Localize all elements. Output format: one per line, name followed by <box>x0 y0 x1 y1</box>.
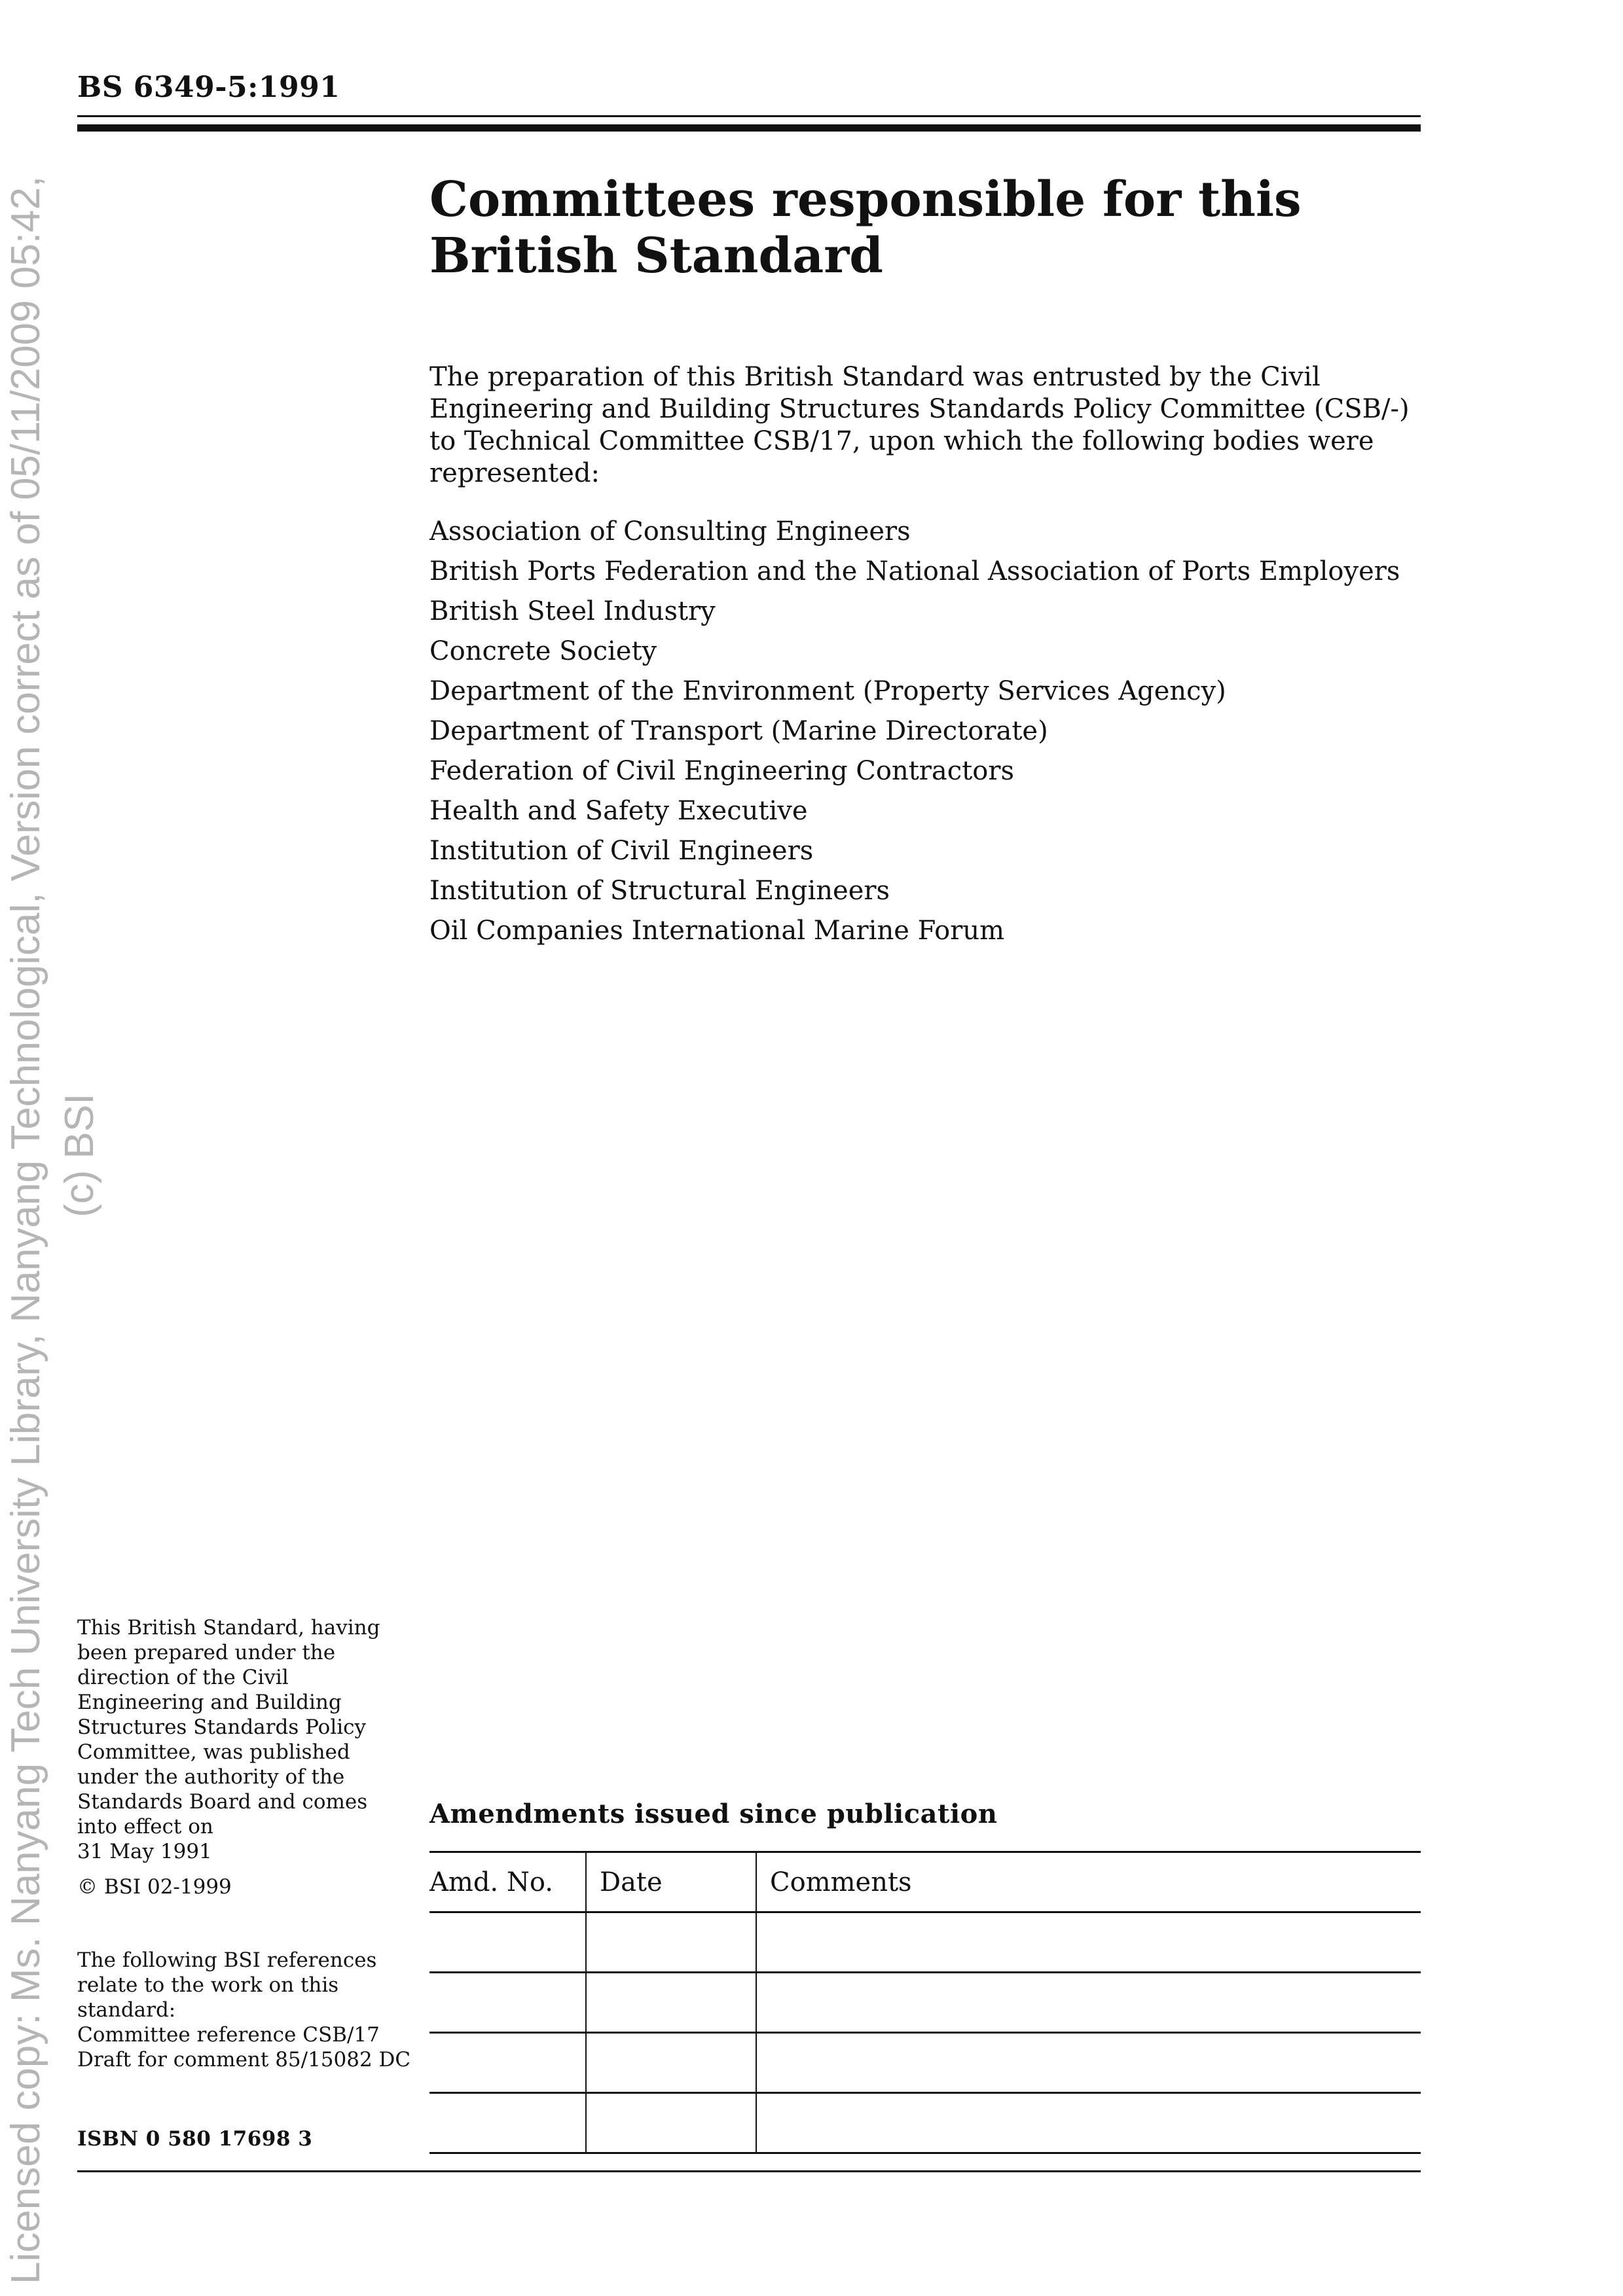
note-line: been prepared under the <box>77 1641 336 1664</box>
copyright-notice: © BSI 02-1999 <box>77 1875 232 1899</box>
header-rule-thin <box>77 115 1421 117</box>
amendments-title: Amendments issued since publication <box>429 1799 998 1829</box>
publication-note <box>77 1615 418 1864</box>
column-header-amd-no: Amd. No. <box>429 1852 586 1912</box>
isbn: ISBN 0 580 17698 3 <box>77 2127 313 2151</box>
note-line: Structures Standards Policy <box>77 1715 367 1739</box>
column-header-comments: Comments <box>756 1852 1421 1912</box>
note-line: direction of the Civil <box>77 1666 289 1689</box>
list-item: Federation of Civil Engineering Contractors <box>429 756 1014 786</box>
list-item: Oil Companies International Marine Forum <box>429 916 1005 946</box>
table-cell <box>429 1912 586 1973</box>
reference-line: Committee reference CSB/17 <box>77 2023 380 2047</box>
bsi-references <box>77 1948 418 2072</box>
list-item: Association of Consulting Engineers <box>429 516 911 547</box>
reference-line: Draft for comment 85/15082 DC <box>77 2048 411 2072</box>
note-line: into effect on <box>77 1815 213 1839</box>
note-line: 31 May 1991 <box>77 1840 212 1863</box>
note-line: Standards Board and comes <box>77 1790 368 1814</box>
list-item: Department of Transport (Marine Directorate) <box>429 716 1048 746</box>
table-row <box>429 1973 1421 2033</box>
table-cell <box>756 1973 1421 2033</box>
watermark-line-2: (c) BSI <box>57 1093 102 1217</box>
column-header-date: Date <box>586 1852 756 1912</box>
page-title <box>429 171 1346 284</box>
table-cell <box>756 1912 1421 1973</box>
represented-bodies-list <box>429 512 1425 951</box>
list-item: Department of the Environment (Property Services Agency) <box>429 676 1226 706</box>
table-cell <box>429 2033 586 2093</box>
list-item: Concrete Society <box>429 636 657 666</box>
table-cell <box>429 1973 586 2033</box>
document-reference: BS 6349-5:1991 <box>77 71 340 104</box>
list-item: Institution of Civil Engineers <box>429 836 814 866</box>
footer-rule <box>77 2170 1421 2172</box>
list-item: Health and Safety Executive <box>429 796 808 826</box>
header-rule-thick <box>77 124 1421 132</box>
list-item: British Steel Industry <box>429 596 716 626</box>
page-title-line-2: British Standard <box>429 228 883 284</box>
watermark-line-1: Licensed copy: Ms. Nanyang Tech University Library, Nanyang Technological, Version correct as of 05/11/2009 05:42, <box>3 175 48 2284</box>
table-cell <box>756 2033 1421 2093</box>
reference-line: standard: <box>77 1998 176 2022</box>
table-cell <box>586 1973 756 2033</box>
table-cell <box>429 2093 586 2153</box>
reference-line: relate to the work on this <box>77 1973 339 1997</box>
note-line: This British Standard, having <box>77 1616 380 1640</box>
note-line: Engineering and Building <box>77 1691 342 1714</box>
table-cell <box>586 2033 756 2093</box>
table-row <box>429 1912 1421 1973</box>
list-item: Institution of Structural Engineers <box>429 876 890 906</box>
table-cell <box>756 2093 1421 2153</box>
reference-line: The following BSI references <box>77 1948 377 1972</box>
table-row <box>429 2033 1421 2093</box>
table-cell <box>586 2093 756 2153</box>
page-title-line-1: Committees responsible for this <box>429 171 1302 228</box>
amendments-table <box>429 1851 1421 2154</box>
list-item: British Ports Federation and the National Association of Ports Employers <box>429 556 1400 586</box>
table-row <box>429 2093 1421 2153</box>
intro-paragraph: The preparation of this British Standard was entrusted by the Civil Engineering and Building Structures Standards Policy Committee (CSB/-) to Technical Committee CSB/17, upon which the following bodies were represented: <box>429 362 1410 488</box>
table-cell <box>586 1912 756 1973</box>
note-line: Committee, was published <box>77 1740 350 1764</box>
note-line: under the authority of the <box>77 1765 345 1789</box>
table-header-row <box>429 1852 1421 1912</box>
